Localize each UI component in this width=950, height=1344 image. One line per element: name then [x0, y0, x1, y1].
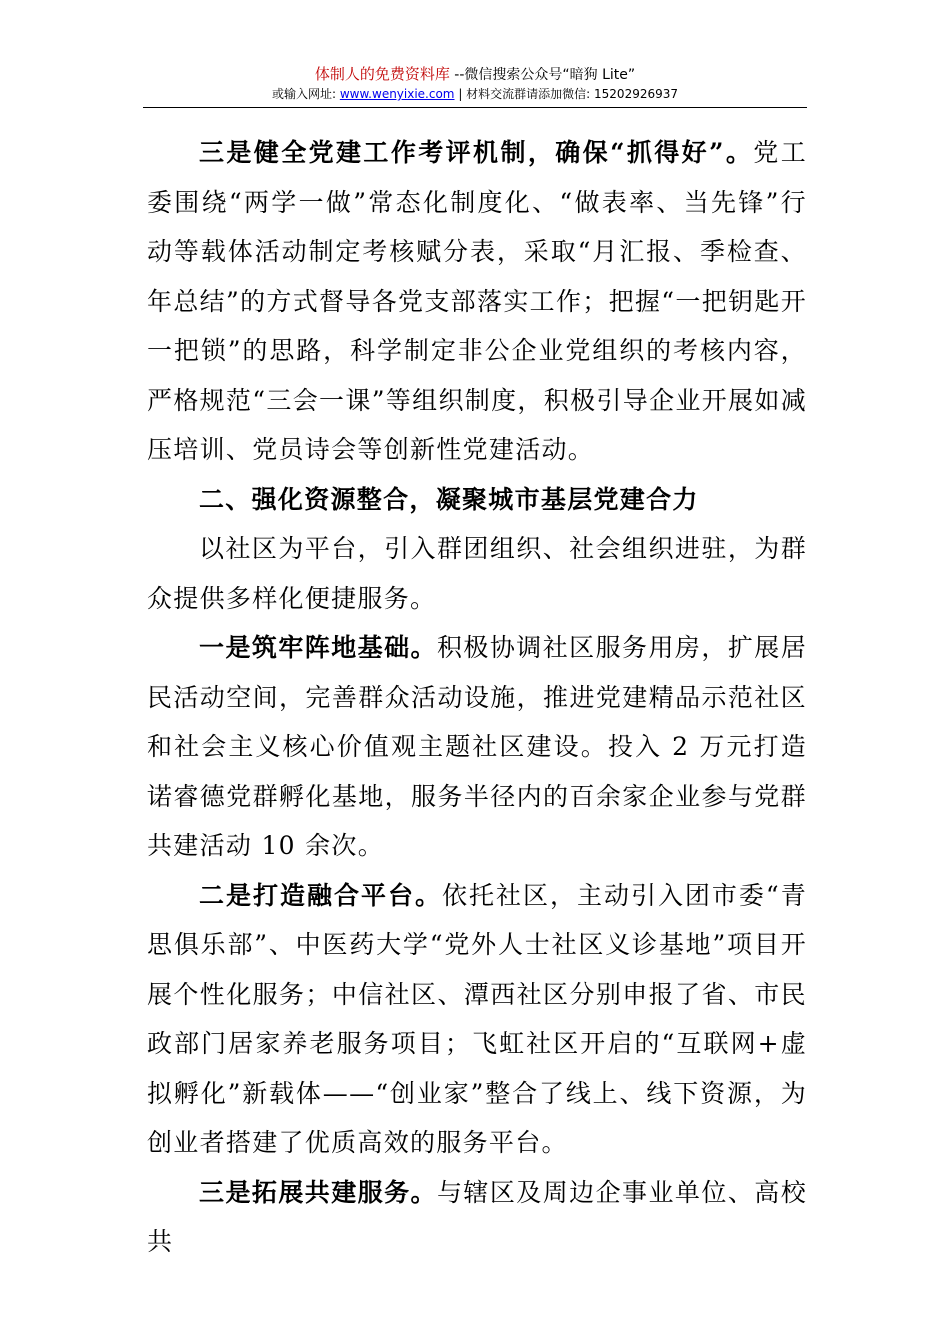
paragraph-text: 党工委围绕“两学一做”常态化制度化、“做表率、当先锋”行动等载体活动制定考核赋分表，采取“月汇报、季检查、年总结”的方式督导各党支部落实工作；把握“一把钥匙开一把锁”的思路，科学制定非公企业党组织的考核内容，严格规范“三会一课”等组织制度，积极引导企业开展如减压培训、党员诗会等创新性党建活动。 — [147, 138, 808, 464]
paragraph-text: 积极协调社区服务用房，扩展居民活动空间，完善群众活动设施，推进党建精品示范社区和社会主义核心价值观主题社区建设。投入 2 万元打造诺睿德党群孵化基地，服务半径内的百余家企业参与党群共建活动 10 余次。 — [147, 633, 807, 860]
paragraph-lead: 三是拓展共建服务。 — [199, 1177, 437, 1207]
paragraph-lead: 二是打造融合平台。 — [199, 880, 442, 910]
paragraph-cobuild — [147, 1168, 807, 1267]
document-body — [147, 128, 807, 1267]
paragraph-text: 依托社区，主动引入团市委“青思俱乐部”、中医药大学“党外人士社区义诊基地”项目开展个性化服务；中信社区、潭西社区分别申报了省、市民政部门居家养老服务项目；飞虹社区开启的“互联网+虚拟孵化”新载体——“创业家”整合了线上、线下资源，为创业者搭建了优质高效的服务平台。 — [147, 880, 807, 1157]
header-contact-line — [0, 85, 950, 103]
header-title-line — [0, 64, 950, 85]
paragraph-foundation — [147, 623, 807, 871]
paragraph-evaluation — [147, 128, 807, 475]
header-divider — [143, 107, 807, 108]
paragraph-text: 以社区为平台，引入群团组织、社会组织进驻，为群众提供多样化便捷服务。 — [147, 534, 807, 613]
page-header — [0, 64, 950, 103]
paragraph-intro — [147, 524, 807, 623]
section-heading: 二、强化资源整合，凝聚城市基层党建合力 — [199, 484, 699, 514]
paragraph-platform — [147, 871, 807, 1168]
header-brand: 体制人的免费资料库 — [314, 65, 450, 83]
paragraph-lead: 三是健全党建工作考评机制，确保“抓得好”。 — [199, 138, 754, 167]
header-contact: | 材料交流群请添加微信: 15202926937 — [454, 87, 679, 101]
header-tagline: --微信搜索公众号“暗狗 Lite” — [449, 67, 636, 83]
paragraph-lead: 一是筑牢阵地基础。 — [199, 633, 437, 662]
header-site-prefix: 或输入网址: — [271, 87, 340, 101]
paragraph-text: 与辖区及周边企事业单位、高校共 — [147, 1177, 807, 1256]
website-link[interactable]: www.wenyixie.com — [339, 87, 455, 101]
